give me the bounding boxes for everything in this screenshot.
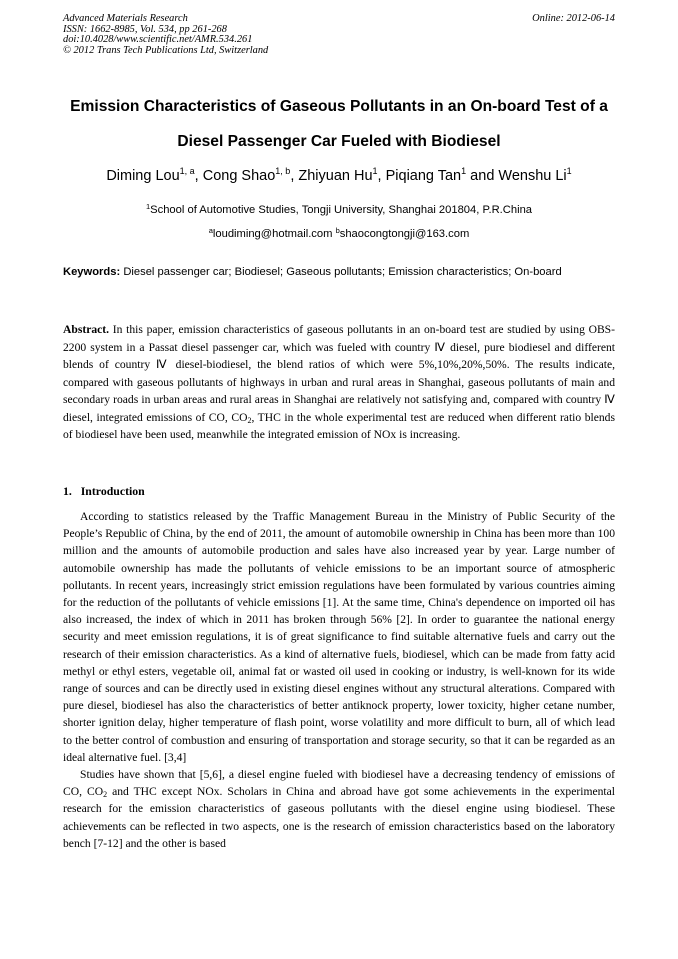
author-separator: , — [377, 168, 386, 184]
journal-name: Advanced Materials Research — [63, 13, 188, 24]
author-name: Wenshu Li — [498, 168, 567, 184]
intro-p2-text: Studies have shown that [5,6], a diesel engine fueled with biodiesel have a decreasing tendency of emissions of CO, CO — [63, 768, 615, 799]
journal-header — [63, 14, 615, 56]
paper-title — [40, 89, 638, 159]
email-mark: a — [208, 226, 213, 235]
author-affil-mark: 1 — [461, 166, 467, 176]
affiliation — [40, 203, 638, 217]
author-name: Zhiyuan Hu — [298, 168, 373, 184]
journal-issn: ISSN: 1662-8985, Vol. 534, pp 261-268 — [63, 23, 227, 35]
journal-doi[interactable]: doi:10.4028/www.scientific.net/AMR.534.261 — [63, 34, 253, 46]
title-line-1: Emission Characteristics of Gaseous Pollutants in an On-board Test of a — [70, 98, 608, 115]
author-separator: , — [290, 168, 299, 184]
introduction-body — [63, 508, 615, 852]
author-separator: and — [466, 168, 499, 184]
email-link[interactable]: loudiming@hotmail.com — [212, 228, 333, 240]
journal-copyright: © 2012 Trans Tech Publications Ltd, Switzerland — [63, 44, 269, 56]
author-list — [40, 166, 638, 186]
author-name: Piqiang Tan — [385, 168, 462, 184]
intro-p2-text-cont: and THC except NOx. Scholars in China and abroad have got some achievements in the experimental research for the emission characteristics of gaseous pollutants with the diesel engine using biodiesel. These achievements can be reflected in two aspects, one is the research of emission characteristics based on the laboratory bench [7-12] and the other is based — [63, 785, 615, 850]
author-affil-mark: 1 — [566, 166, 572, 176]
journal-info — [63, 14, 268, 56]
section-title: Introduction — [80, 484, 145, 498]
section-number: 1. — [63, 484, 72, 498]
section-heading — [63, 483, 145, 499]
abstract-text-cont: , THC in the whole experimental test are reduced when different ratio blends of biodiesel have been used, meanwhile the integrated emission of NOx is increasing. — [63, 410, 615, 441]
author-emails — [40, 227, 638, 241]
email-mark: b — [335, 226, 340, 235]
affil-mark: 1 — [145, 202, 151, 211]
abstract-label: Abstract. — [63, 323, 110, 336]
author-affil-mark: 1 — [372, 166, 378, 176]
keywords-label: Keywords: — [63, 266, 121, 278]
author-name: Diming Lou — [106, 168, 180, 184]
abstract-text: In this paper, emission characteristics of gaseous pollutants in an on-board test are studied by using OBS-2200 system in a Passat diesel passenger car, which was fueled with country Ⅳ diesel, pure biodiesel and different blends of country Ⅳ diesel-biodiesel, the blend ratios of which were 5%,10%,20%,50%. The results indicate, compared with gaseous pollutants of highways in urban and rural areas in Shanghai, gaseous pollutants of main and secondary roads in urban areas and rural areas in Shanghai are relatively not satisfying and, compared with country Ⅳ diesel, integrated emissions of CO, CO — [63, 323, 615, 424]
intro-paragraph-1: According to statistics released by the Traffic Management Bureau in the Ministry of Public Security of the People’s Republic of China, by the end of 2011, the amount of automobile ownership in China has been more than 100 million and the amounts of automobile production and sales have also increased year by year. Large number of automobile ownership has made the pollutants of vehicle emissions to be an important source of atmospheric pollutants. In recent years, increasingly strict emission regulations have been formulated by various countries aiming for the reduction of the pollutants of vehicle emissions [1]. At the same time, China's dependence on imported oil has also increased, the index of which in 2011 has broken through 56% [2]. In order to guarantee the national energy security and meet emission regulations, it is of great significance to find suitable alternative fuels and carry out the research of their emission characteristics. As a kind of alternative fuels, biodiesel, which can be made from fatty acid methyl or ethyl esters, vegetable oil, animal fat or wasted oil used in cooking or industry, is well-known for its wide range of sources and can be directly used in existing diesel engines without any structural alterations. Compared with pure diesel, biodiesel has also the characteristics of better antiknock property, lower toxicity, higher cetane number, shorter ignition delay, higher temperature of flash point, worse volatility and more difficult to burn, all of which lead to the better control of combustion and ensuring of transportation and storage security, so that it can be regarded as an ideal alternative fuel. [3,4] — [63, 510, 615, 764]
intro-p2-subscript: 2 — [103, 790, 108, 800]
keywords-text: Diesel passenger car; Biodiesel; Gaseous pollutants; Emission characteristics; On-board — [123, 266, 562, 278]
keywords — [63, 263, 615, 281]
author-name: Cong Shao — [202, 168, 276, 184]
abstract — [63, 321, 615, 444]
abstract-subscript: 2 — [247, 415, 252, 425]
email-link[interactable]: shaocongtongji@163.com — [339, 228, 470, 240]
intro-paragraph-2 — [63, 766, 615, 852]
author-affil-mark: 1, b — [275, 166, 291, 176]
online-date: Online: 2012-06-14 — [532, 13, 615, 24]
author-affil-mark: 1, a — [179, 166, 195, 176]
affil-text: School of Automotive Studies, Tongji University, Shanghai 201804, P.R.China — [150, 204, 533, 216]
author-separator: , — [194, 168, 203, 184]
title-line-2: Diesel Passenger Car Fueled with Biodiesel — [177, 133, 501, 150]
